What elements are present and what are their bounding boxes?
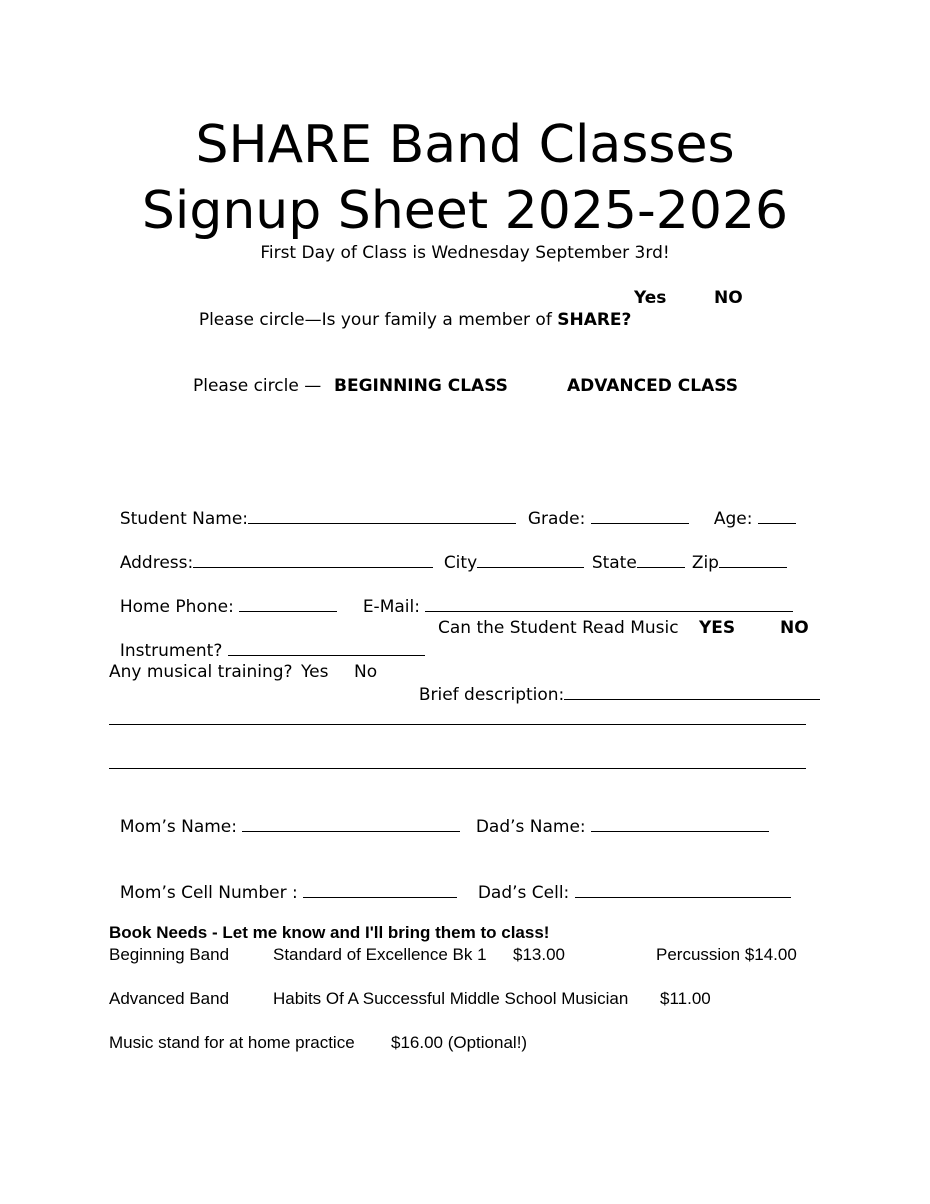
instrument-label: Instrument? (119, 641, 223, 661)
instrument-row (109, 617, 425, 662)
instrument-field[interactable] (228, 639, 425, 656)
read-music-no[interactable]: NO (780, 618, 809, 638)
grade-label: Grade: (527, 509, 586, 529)
moms-name-label: Mom’s Name: (119, 817, 237, 837)
age-field[interactable] (758, 507, 796, 524)
membership-yes[interactable]: Yes (634, 288, 667, 308)
email-row (352, 573, 793, 618)
grade-row (517, 485, 689, 530)
advanced-band-book: Habits Of A Successful Middle School Musician (273, 989, 629, 1008)
beginning-class-option[interactable]: BEGINNING CLASS (334, 376, 508, 396)
music-stand-label: Music stand for at home practice (109, 1033, 355, 1052)
city-label: City (443, 553, 478, 573)
zip-field[interactable] (719, 551, 787, 568)
description-line-2[interactable] (109, 768, 806, 769)
beginning-band-book: Standard of Excellence Bk 1 (273, 945, 487, 964)
dads-cell-row (467, 859, 791, 904)
moms-name-field[interactable] (242, 815, 460, 832)
advanced-band-label: Advanced Band (109, 989, 230, 1008)
class-prompt: Please circle — (193, 376, 322, 396)
state-field[interactable] (637, 551, 685, 568)
advanced-class-option[interactable]: ADVANCED CLASS (567, 376, 738, 396)
beginning-band-price: $13.00 (513, 945, 565, 964)
training-yes[interactable]: Yes (301, 662, 329, 682)
dads-cell-label: Dad’s Cell: (477, 883, 570, 903)
student-name-field[interactable] (248, 507, 516, 524)
membership-question (188, 287, 631, 331)
city-field[interactable] (477, 551, 584, 568)
address-field[interactable] (193, 551, 433, 568)
dads-name-field[interactable] (591, 815, 769, 832)
age-label: Age: (713, 509, 753, 529)
percussion-price: Percussion $14.00 (656, 945, 797, 964)
moms-cell-label: Mom’s Cell Number : (119, 883, 298, 903)
brief-description-label: Brief description: (418, 685, 565, 705)
moms-name-row (109, 793, 460, 838)
title-line-2: Signup Sheet 2025-2026 (141, 181, 789, 241)
age-row (703, 485, 796, 530)
zip-row (681, 529, 787, 574)
training-label: Any musical training? (109, 662, 293, 682)
dads-cell-field[interactable] (575, 881, 791, 898)
description-line-1[interactable] (109, 724, 806, 725)
email-field[interactable] (425, 595, 793, 612)
brief-description-row (408, 661, 820, 706)
brief-description-field[interactable] (564, 683, 820, 700)
student-name-label: Student Name: (119, 509, 249, 529)
membership-no[interactable]: NO (714, 288, 743, 308)
music-stand-price: $16.00 (Optional!) (391, 1033, 528, 1052)
address-label: Address: (119, 553, 194, 573)
state-label: State (591, 553, 637, 573)
student-name-row (109, 485, 516, 530)
home-phone-field[interactable] (239, 595, 337, 612)
address-row (109, 529, 433, 574)
city-row (433, 529, 584, 574)
advanced-band-price: $11.00 (660, 989, 711, 1008)
membership-prompt: Please circle—Is your family a member of (198, 310, 558, 330)
dads-name-row (465, 793, 769, 838)
home-phone-row (109, 573, 337, 618)
membership-org: SHARE? (557, 310, 632, 330)
training-no[interactable]: No (354, 662, 378, 682)
grade-field[interactable] (591, 507, 689, 524)
email-label: E-Mail: (362, 597, 420, 617)
dads-name-label: Dad’s Name: (475, 817, 586, 837)
first-day-note: First Day of Class is Wednesday September 3rd! (260, 243, 670, 263)
read-music-label: Can the Student Read Music (438, 618, 679, 638)
home-phone-label: Home Phone: (119, 597, 234, 617)
title-line-1: SHARE Band Classes (195, 115, 735, 175)
book-needs-heading: Book Needs - Let me know and I'll bring them to class! (109, 923, 550, 942)
moms-cell-field[interactable] (303, 881, 457, 898)
state-row (581, 529, 685, 574)
zip-label: Zip (691, 553, 719, 573)
moms-cell-row (109, 859, 457, 904)
read-music-yes[interactable]: YES (699, 618, 736, 638)
beginning-band-label: Beginning Band (109, 945, 230, 964)
